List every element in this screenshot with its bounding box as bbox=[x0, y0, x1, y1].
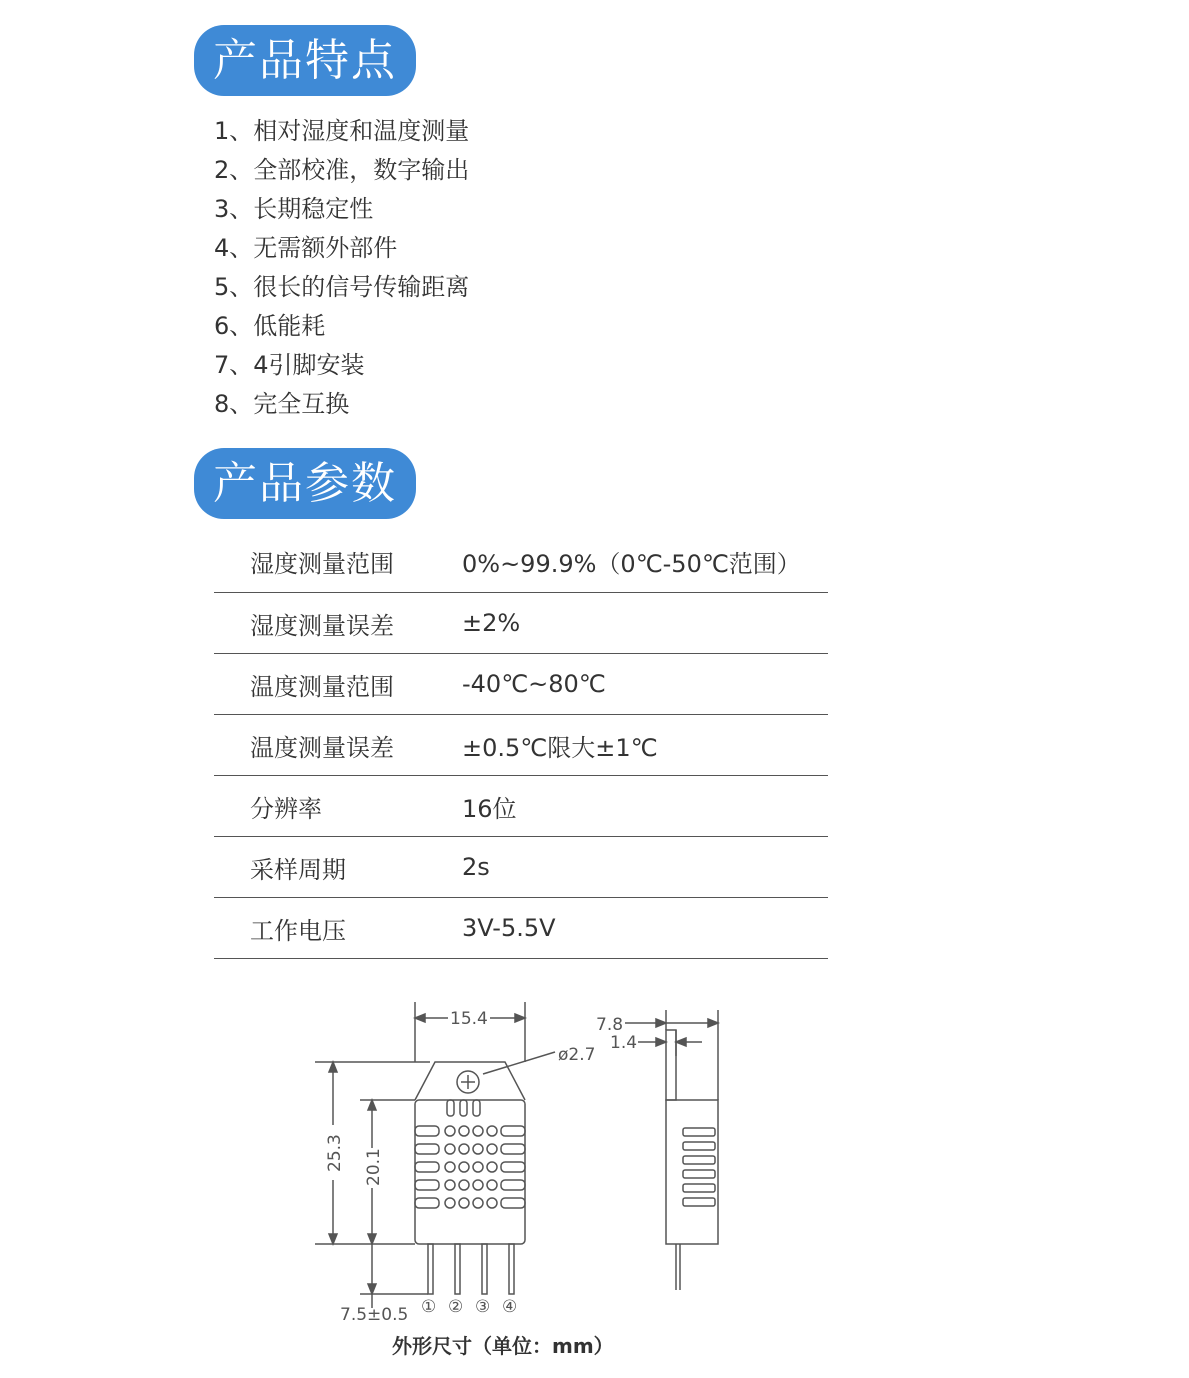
param-value: 16位 bbox=[462, 794, 517, 823]
param-value: ±2% bbox=[462, 609, 521, 637]
param-name: 分辨率 bbox=[250, 794, 322, 823]
param-row bbox=[214, 530, 828, 593]
sensor-front-view bbox=[415, 1062, 525, 1294]
feature-item: 6、低能耗 bbox=[214, 312, 326, 340]
feature-item: 5、很长的信号传输距离 bbox=[214, 273, 470, 301]
pin-number: ② bbox=[448, 1297, 464, 1317]
feature-item: 8、完全互换 bbox=[214, 390, 350, 418]
depth-label: 7.8 bbox=[596, 1015, 624, 1035]
pin-number: ① bbox=[421, 1297, 437, 1317]
param-value: 2s bbox=[462, 853, 490, 881]
feature-item: 2、全部校准，数字输出 bbox=[214, 156, 470, 184]
param-value: ±0.5℃限大±1℃ bbox=[462, 733, 658, 762]
feature-item: 3、长期稳定性 bbox=[214, 195, 374, 223]
body-height-label: 20.1 bbox=[364, 1148, 384, 1186]
param-name: 温度测量范围 bbox=[250, 672, 394, 701]
vent-grid bbox=[415, 1126, 525, 1208]
pin-length-label: 7.5±0.5 bbox=[340, 1305, 409, 1325]
hole-label: ø2.7 bbox=[558, 1045, 596, 1065]
params-section-title: 产品参数 bbox=[194, 448, 416, 519]
pin-numbers bbox=[421, 1297, 517, 1317]
param-row bbox=[214, 593, 828, 654]
feature-item: 1、相对湿度和温度测量 bbox=[214, 117, 470, 145]
param-name: 采样周期 bbox=[250, 855, 346, 884]
sensor-side-view bbox=[666, 1030, 718, 1290]
param-name: 湿度测量范围 bbox=[250, 549, 394, 578]
feature-item: 4、无需额外部件 bbox=[214, 234, 398, 262]
width-label: 15.4 bbox=[450, 1009, 488, 1029]
feature-item: 7、4引脚安装 bbox=[214, 351, 365, 379]
param-value: 0%~99.9%（0℃-50℃范围） bbox=[462, 549, 801, 578]
body-height-dimension bbox=[360, 1100, 415, 1244]
param-value: 3V-5.5V bbox=[462, 914, 556, 942]
hole-leader bbox=[483, 1045, 595, 1074]
pin-length-dimension bbox=[340, 1244, 428, 1325]
param-row bbox=[214, 654, 828, 715]
param-row bbox=[214, 715, 828, 776]
dimension-drawing bbox=[300, 990, 740, 1330]
drawing-caption: 外形尺寸（单位：mm） bbox=[392, 1334, 614, 1358]
param-name: 温度测量误差 bbox=[250, 733, 394, 762]
param-row bbox=[214, 776, 828, 837]
height-label: 25.3 bbox=[325, 1134, 345, 1172]
features-section-title: 产品特点 bbox=[194, 25, 416, 96]
thickness-label: 1.4 bbox=[610, 1033, 638, 1053]
width-dimension bbox=[415, 1002, 525, 1062]
pins bbox=[428, 1244, 514, 1294]
thickness-dimension bbox=[610, 1030, 702, 1056]
param-value: -40℃~80℃ bbox=[462, 670, 606, 698]
depth-dimension bbox=[596, 1010, 718, 1100]
pin-number: ④ bbox=[502, 1297, 518, 1317]
param-name: 工作电压 bbox=[250, 916, 346, 945]
param-row bbox=[214, 898, 828, 959]
features-list bbox=[214, 112, 469, 424]
param-name: 湿度测量误差 bbox=[250, 611, 394, 640]
param-row bbox=[214, 837, 828, 898]
params-table bbox=[214, 530, 828, 959]
pin-number: ③ bbox=[475, 1297, 491, 1317]
